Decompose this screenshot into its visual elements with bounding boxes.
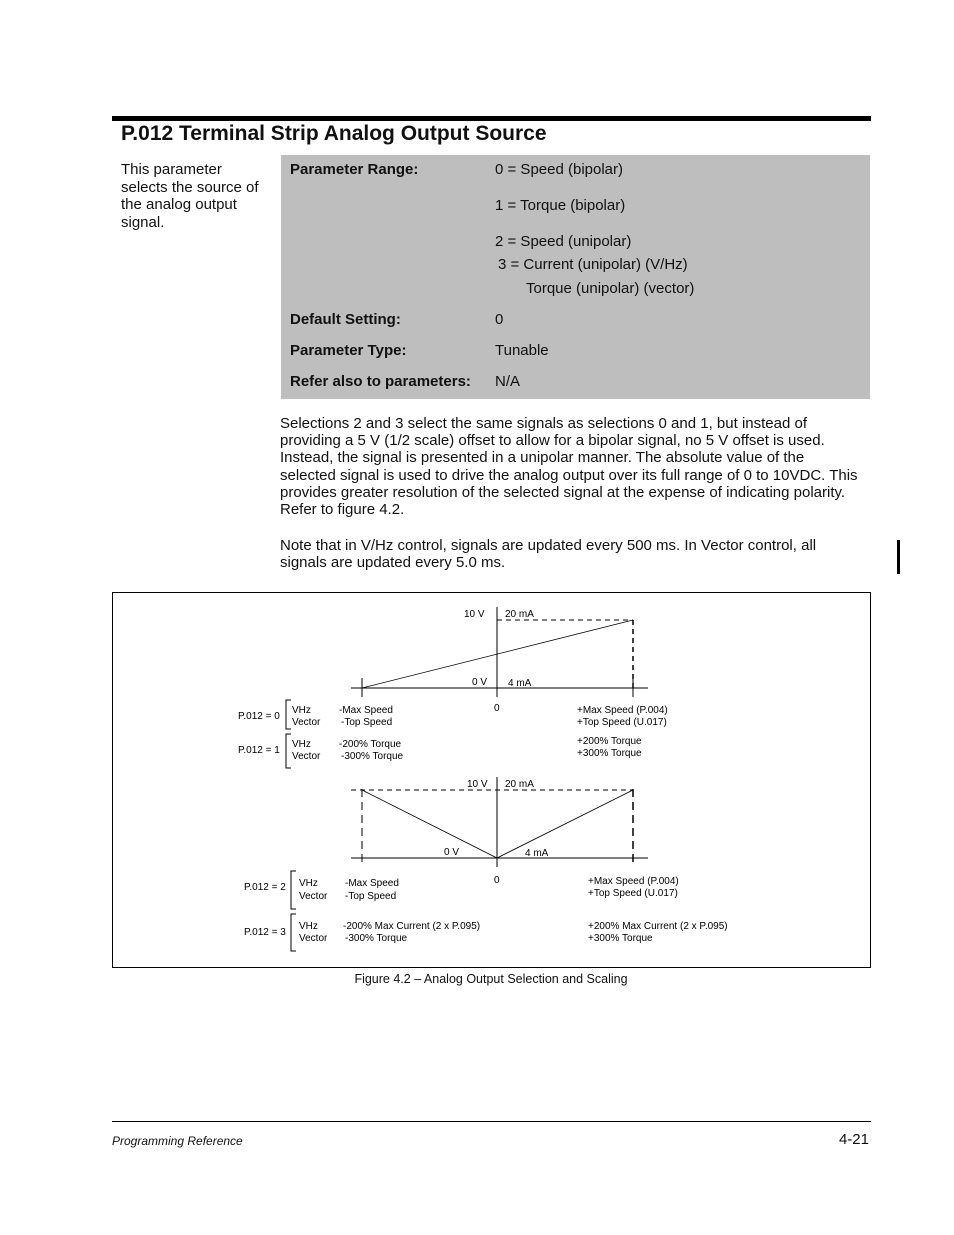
p3-neg-vhz: -200% Max Current (2 x P.095) bbox=[343, 921, 481, 932]
range-value-0: 0 = Speed (bipolar) bbox=[495, 161, 623, 178]
p2-pos-vhz: +Max Speed (P.004) bbox=[588, 876, 679, 887]
title-rule bbox=[112, 116, 871, 121]
top-4ma-label: 4 mA bbox=[508, 678, 532, 689]
p0-pos-vector: +Top Speed (U.017) bbox=[577, 717, 667, 728]
parameter-table bbox=[281, 155, 870, 399]
p3-vhz: VHz bbox=[299, 921, 318, 932]
p2-bracket bbox=[291, 871, 296, 909]
p1-pos-vector: +300% Torque bbox=[577, 748, 642, 759]
change-bar bbox=[897, 540, 900, 574]
range-label: Parameter Range: bbox=[290, 161, 419, 178]
type-label: Parameter Type: bbox=[290, 342, 407, 359]
p3-bracket bbox=[291, 914, 296, 951]
top-0v-label: 0 V bbox=[472, 677, 488, 688]
range-value-2: 2 = Speed (unipolar) bbox=[495, 233, 632, 250]
p1-bracket bbox=[286, 734, 291, 768]
range-value-3: 3 = Current (unipolar) (V/Hz) bbox=[498, 256, 688, 273]
footer-section: Programming Reference bbox=[112, 1134, 243, 1148]
page-number: 4-21 bbox=[838, 1131, 869, 1148]
p3-neg-vector: -300% Torque bbox=[345, 933, 408, 944]
p1-vector: Vector bbox=[292, 751, 321, 762]
top-zero-label: 0 bbox=[494, 703, 500, 714]
footer-rule bbox=[112, 1121, 871, 1122]
intro-text: This parameter selects the source of the analog output signal. bbox=[121, 161, 259, 231]
p2-pos-vector: +Top Speed (U.017) bbox=[588, 888, 678, 899]
p3-vector: Vector bbox=[299, 933, 328, 944]
p1-vhz: VHz bbox=[292, 739, 311, 750]
bottom-4ma-label: 4 mA bbox=[525, 848, 549, 859]
p0-label: P.012 = 0 bbox=[238, 711, 280, 722]
refer-label: Refer also to parameters: bbox=[290, 373, 471, 390]
p2-label: P.012 = 2 bbox=[244, 882, 286, 893]
p1-neg-vhz: -200% Torque bbox=[339, 739, 402, 750]
p0-neg-vhz: -Max Speed bbox=[339, 705, 393, 716]
p0-bracket bbox=[286, 700, 291, 729]
bottom-10v-label: 10 V bbox=[467, 779, 488, 790]
update-note-paragraph: Note that in V/Hz control, signals are updated every 500 ms. In Vector control, all signals are updated every 5.0 ms. bbox=[280, 537, 817, 572]
p2-vhz: VHz bbox=[299, 878, 318, 889]
p0-vector: Vector bbox=[292, 717, 321, 728]
figure-caption: Figure 4.2 – Analog Output Selection and Scaling bbox=[354, 972, 628, 986]
p2-neg-vector: -Top Speed bbox=[345, 891, 397, 902]
p0-vhz: VHz bbox=[292, 705, 311, 716]
default-value: 0 bbox=[495, 311, 504, 328]
p1-label: P.012 = 1 bbox=[238, 745, 280, 756]
bottom-20ma-label: 20 mA bbox=[505, 779, 534, 790]
p3-label: P.012 = 3 bbox=[244, 927, 286, 938]
p1-neg-vector: -300% Torque bbox=[341, 751, 404, 762]
p2-neg-vhz: -Max Speed bbox=[345, 878, 399, 889]
range-value-1: 1 = Torque (bipolar) bbox=[495, 197, 626, 214]
default-label: Default Setting: bbox=[290, 311, 401, 328]
page-title: P.012 Terminal Strip Analog Output Source bbox=[121, 122, 547, 145]
p2-vector: Vector bbox=[299, 891, 328, 902]
p0-neg-vector: -Top Speed bbox=[341, 717, 393, 728]
scaling-diagram bbox=[113, 593, 870, 967]
bottom-0v-label: 0 V bbox=[444, 847, 460, 858]
selections-paragraph: Selections 2 and 3 select the same signals as selections 0 and 1, but instead of providing a 5 V (1/2 scale) offset to allow for a bipolar signal, no 5 V offset is used. Instead, the signal is presented in a unipolar manner. The absolute value of the selected signal is used to drive the analog output over its full range of 0 to 10VDC. This provides greater resolution of the selected signal at the expense of indicating polarity. Refer to figure 4.2. bbox=[280, 415, 858, 519]
p3-pos-vector: +300% Torque bbox=[588, 933, 653, 944]
type-value: Tunable bbox=[495, 342, 549, 359]
figure-4-2 bbox=[112, 592, 871, 968]
bottom-zero-label: 0 bbox=[494, 875, 500, 886]
range-value-4: Torque (unipolar) (vector) bbox=[526, 280, 695, 297]
p1-pos-vhz: +200% Torque bbox=[577, 736, 642, 747]
p0-pos-vhz: +Max Speed (P.004) bbox=[577, 705, 668, 716]
top-10v-label: 10 V bbox=[464, 609, 485, 620]
top-20ma-label: 20 mA bbox=[505, 609, 534, 620]
refer-value: N/A bbox=[495, 373, 521, 390]
p3-pos-vhz: +200% Max Current (2 x P.095) bbox=[588, 921, 728, 932]
